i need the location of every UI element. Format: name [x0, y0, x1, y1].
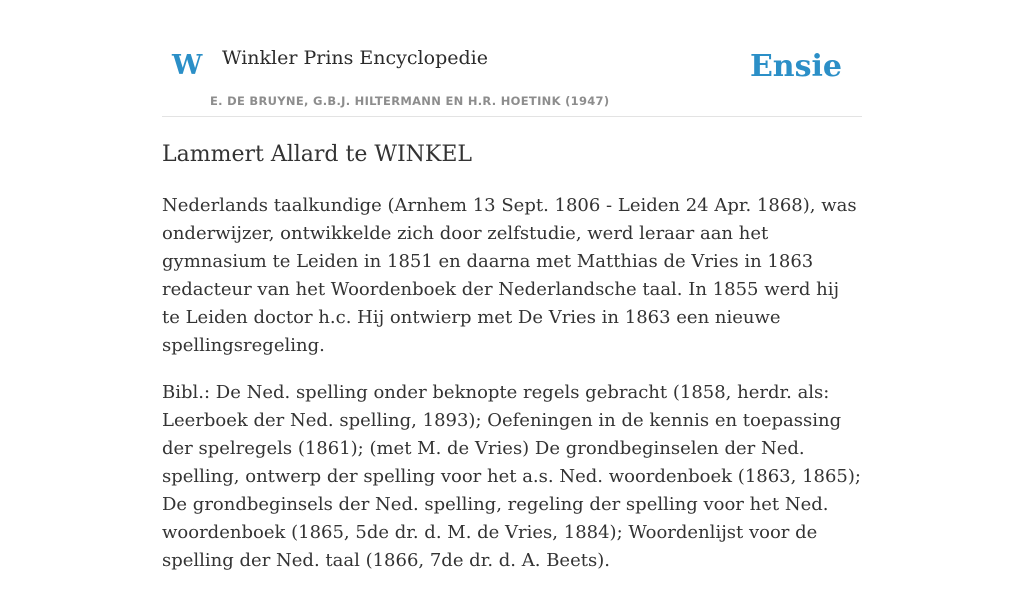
source-header [162, 0, 862, 117]
winkler-prins-logo[interactable]: W [172, 50, 203, 81]
article-body [162, 192, 862, 594]
article-title: Lammert Allard te WINKEL [162, 142, 472, 167]
source-title[interactable]: Winkler Prins Encyclopedie [222, 47, 488, 69]
article-paragraph: Nederlands taalkundige (Arnhem 13 Sept. 1806 - Leiden 24 Apr. 1868), was onderwijzer, ontwikkelde zich door zelfstudie, werd leraar aan het gymnasium te Leiden in 1851 en daarna met Matthias de Vries in 1863 redacteur van het Woordenboek der Nederlandsche taal. In 1855 werd hij te Leiden doctor h.c. Hij ontwierp met De Vries in 1863 een nieuwe spellingsregeling. [162, 195, 857, 356]
source-authors: E. DE BRUYNE, G.B.J. HILTERMANN EN H.R. HOETINK (1947) [210, 94, 610, 108]
ensie-logo[interactable]: Ensie [749, 49, 842, 84]
bibliography-paragraph: Bibl.: De Ned. spelling onder beknopte regels gebracht (1858, herdr. als: Leerboek der Ned. spelling, 1893); Oefeningen in de kennis en toepassing der spelregels (1861); (met M. de Vries) De grondbeginselen der Ned. spelling, ontwerp der spelling voor het a.s. Ned. woordenboek (1863, 1865); De grondbeginsels der Ned. spelling, regeling der spelling voor het Ned. woordenboek (1865, 5de dr. d. M. de Vries, 1884); Woordenlijst voor de spelling der Ned. taal (1866, 7de dr. d. A. Beets). [162, 382, 861, 571]
